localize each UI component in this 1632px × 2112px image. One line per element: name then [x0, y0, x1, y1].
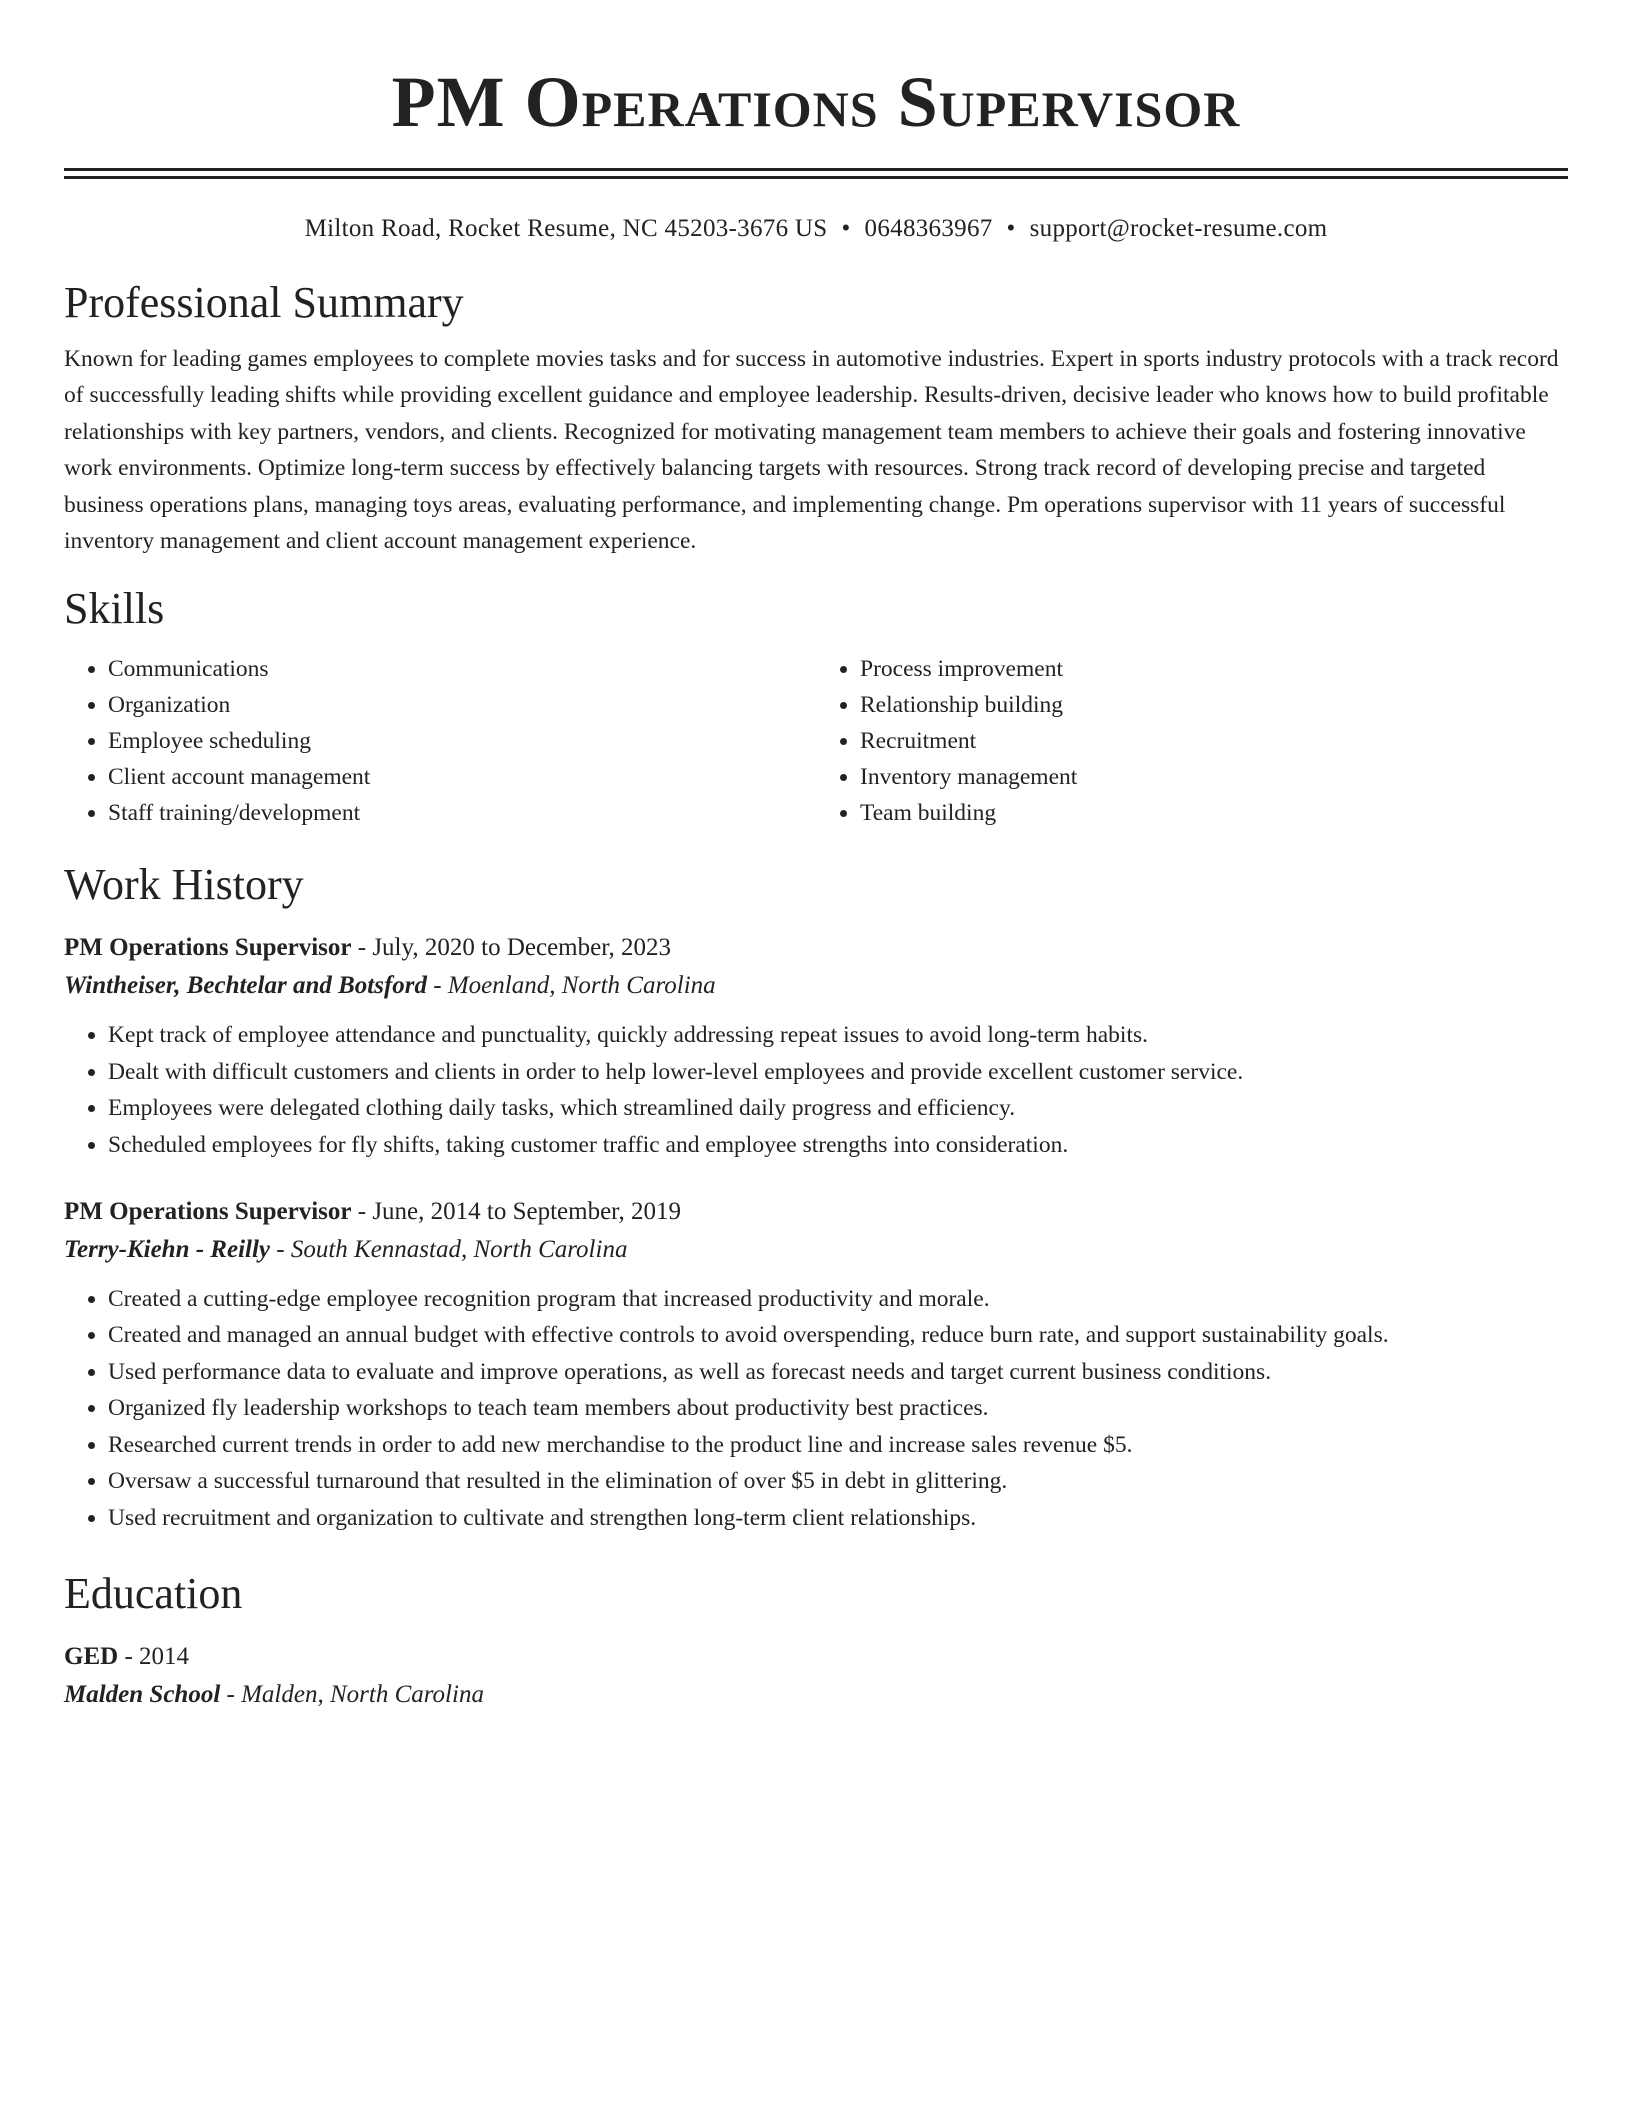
job-bullets [64, 1281, 1568, 1536]
job-entry [64, 1193, 1568, 1536]
education-heading: Education [64, 1568, 243, 1618]
summary-text: Known for leading games employees to complete movies tasks and for success in automotive industries. Expert in sports industry protocols with a track record of successfully leading shifts while providing excellent guidance and employee leadership. Results-driven, decisive leader who knows how to build profitable relationships with key partners, vendors, and clients. Recognized for motivating management team members to achieve their goals and fostering innovative work environments. Optimize long-term success by effectively balancing targets with resources. Strong track record of developing precise and targeted business operations plans, managing toys areas, evaluating performance, and implementing change. Pm operations supervisor with 11 years of successful inventory management and client account management experience. [64, 346, 1559, 555]
education-dash: - [118, 1642, 140, 1670]
job-bullet: • Used recruitment and organization to cultivate and strengthen long-term client relationships. [108, 1500, 1568, 1536]
job-location: South Kennastad, North Carolina [290, 1236, 628, 1264]
education-location: Malden, North Carolina [241, 1680, 484, 1708]
job-title-line [64, 929, 1568, 967]
contact-separator: • [841, 215, 851, 242]
job-entry [64, 929, 1568, 1163]
job-title: PM Operations Supervisor [64, 1198, 352, 1226]
job-bullet: • Created and managed an annual budget with effective controls to avoid overspending, reduce burn rate, and support sustainability goals. [108, 1317, 1568, 1353]
skill-item: • Client account management [108, 759, 816, 795]
job-location: Moenland, North Carolina [447, 972, 716, 1000]
skill-item: • Inventory management [860, 759, 1568, 795]
contact-separator: • [1006, 215, 1016, 242]
skill-item: • Process improvement [860, 651, 1568, 687]
job-bullet: • Dealt with difficult customers and clients in order to help lower-level employees and provide excellent customer service. [108, 1054, 1568, 1090]
job-dash: - [351, 934, 373, 962]
summary-heading: Professional Summary [64, 278, 464, 327]
skill-item: • Staff training/development [108, 795, 816, 831]
skills-heading: Skills [64, 584, 165, 634]
contact-email: support@rocket-resume.com [1029, 215, 1328, 242]
job-bullet: • Scheduled employees for fly shifts, taking customer traffic and employee strengths into consideration. [108, 1127, 1568, 1163]
resume-title: PM Operations Supervisor [391, 62, 1241, 142]
contact-address: Milton Road, Rocket Resume, NC 45203-3676 US [304, 215, 828, 242]
job-bullet: • Used performance data to evaluate and improve operations, as well as forecast needs and target current business conditions. [108, 1354, 1568, 1390]
skill-item: • Team building [860, 795, 1568, 831]
job-bullet: • Kept track of employee attendance and punctuality, quickly addressing repeat issues to avoid long-term habits. [108, 1017, 1568, 1053]
title-divider-bottom [64, 176, 1568, 179]
skill-item: • Relationship building [860, 687, 1568, 723]
skills-list [64, 651, 1568, 831]
contact-line [64, 209, 1568, 249]
education-dash: - [220, 1680, 242, 1708]
job-company-line [64, 967, 1568, 1005]
job-company: Wintheiser, Bechtelar and Botsford [64, 972, 428, 1000]
job-bullet: • Employees were delegated clothing daily tasks, which streamlined daily progress and efficiency. [108, 1090, 1568, 1126]
skill-item: • Recruitment [860, 723, 1568, 759]
job-company: Terry-Kiehn - Reilly [64, 1236, 271, 1264]
job-title-line [64, 1193, 1568, 1231]
job-bullet: • Oversaw a successful turnaround that resulted in the elimination of over $5 in debt in glittering. [108, 1463, 1568, 1499]
education-year: 2014 [139, 1642, 190, 1670]
job-dates: July, 2020 to December, 2023 [372, 934, 672, 962]
contact-phone: 0648363967 [864, 215, 993, 242]
skill-item: • Communications [108, 651, 816, 687]
skills-column-right [816, 651, 1568, 831]
title-divider-top [64, 168, 1568, 171]
job-bullet: • Researched current trends in order to add new merchandise to the product line and increase sales revenue $5. [108, 1427, 1568, 1463]
education-school: Malden School [64, 1680, 221, 1708]
education-entry [64, 1638, 1568, 1714]
education-degree-line [64, 1638, 1568, 1676]
education-degree: GED [64, 1642, 119, 1670]
job-dates: June, 2014 to September, 2019 [372, 1198, 682, 1226]
job-bullet: • Organized fly leadership workshops to teach team members about productivity best practices. [108, 1390, 1568, 1426]
job-bullet: • Created a cutting-edge employee recognition program that increased productivity and morale. [108, 1281, 1568, 1317]
skills-column-left [64, 651, 816, 831]
work-history-heading: Work History [64, 860, 304, 910]
resume-page [64, 0, 1568, 1714]
education-school-line [64, 1676, 1568, 1714]
job-dash: - [270, 1236, 291, 1264]
job-dash: - [427, 972, 448, 1000]
job-company-line [64, 1231, 1568, 1269]
skill-item: • Organization [108, 687, 816, 723]
job-title: PM Operations Supervisor [64, 934, 352, 962]
job-dash: - [351, 1198, 373, 1226]
skill-item: • Employee scheduling [108, 723, 816, 759]
job-bullets [64, 1017, 1568, 1163]
